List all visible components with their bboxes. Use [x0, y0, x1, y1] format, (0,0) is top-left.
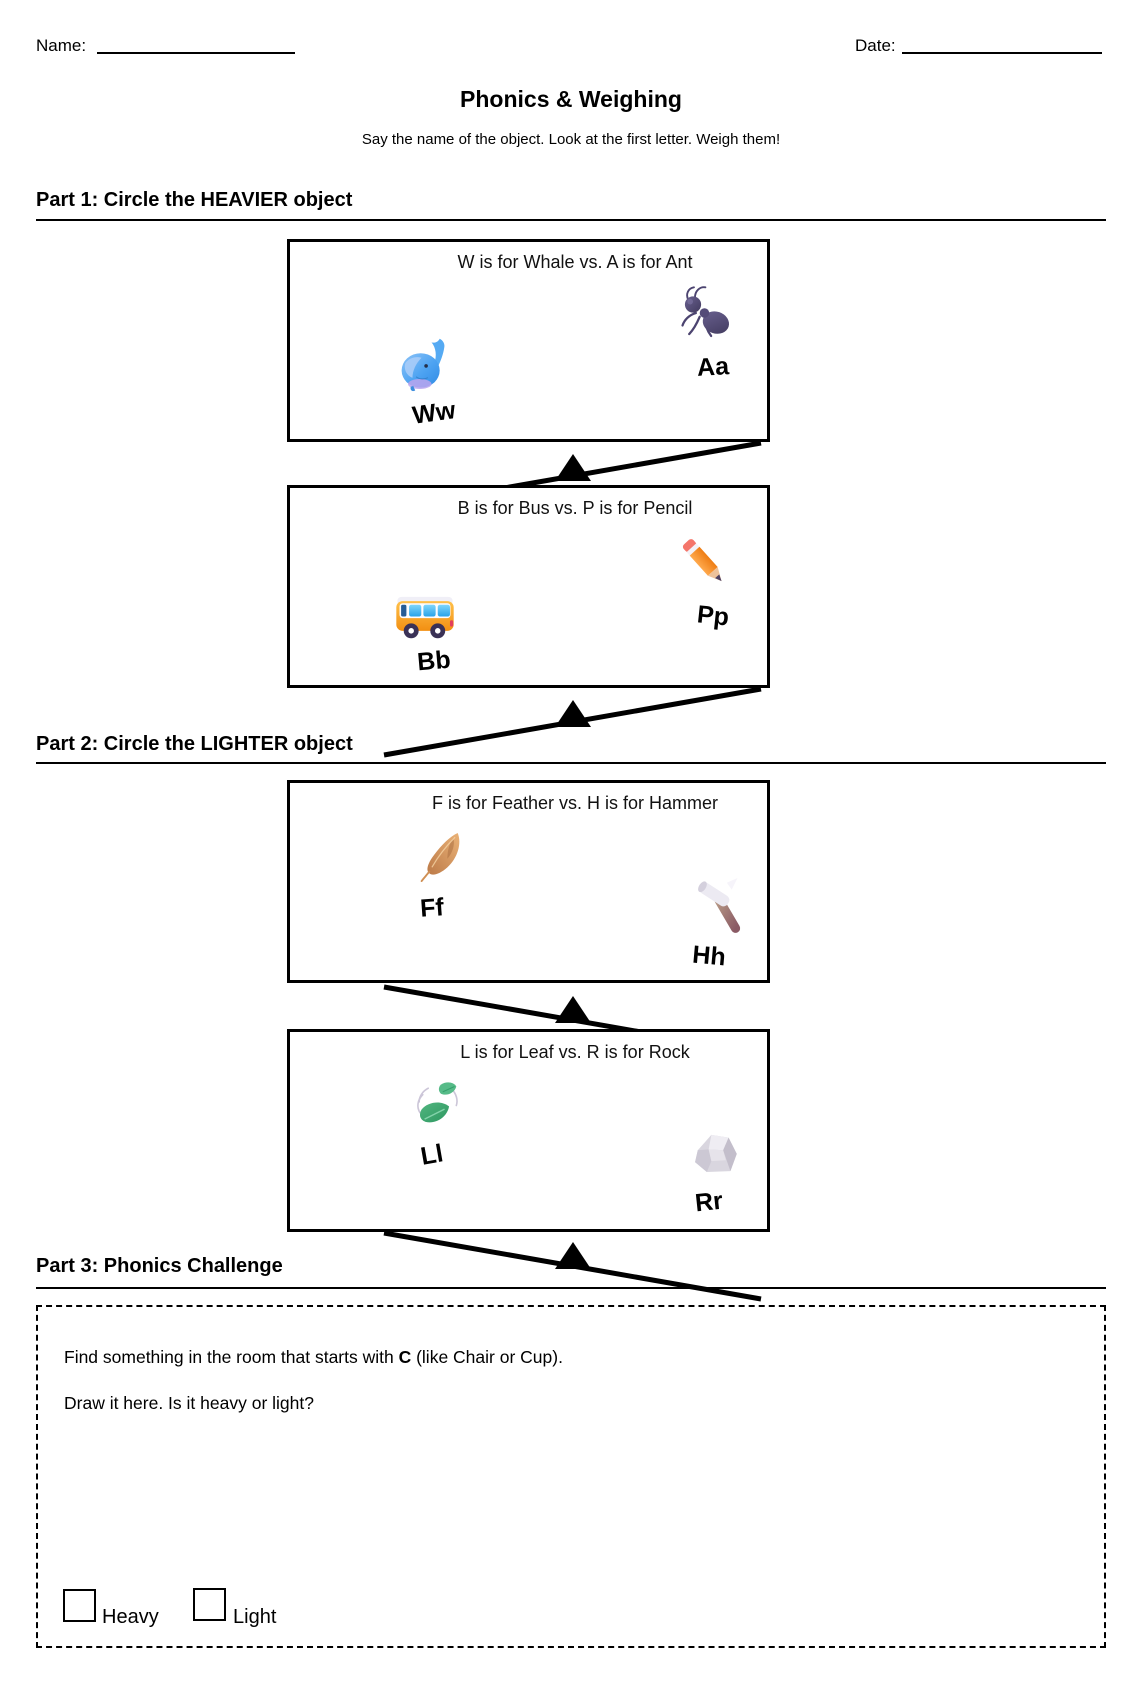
- light-checkbox-label: Light: [233, 1606, 277, 1628]
- letter-label: Bb: [416, 645, 452, 677]
- hammer-icon[interactable]: [691, 876, 753, 938]
- light-checkbox[interactable]: [193, 1588, 226, 1621]
- comparison-title: F is for Feather vs. H is for Hammer: [431, 793, 719, 813]
- comparison-title: B is for Bus vs. P is for Pencil: [457, 498, 693, 518]
- challenge-prompt-suffix: (like Chair or Cup).: [411, 1347, 563, 1367]
- date-label: Date:: [855, 36, 896, 55]
- comparison-title: L is for Leaf vs. R is for Rock: [460, 1042, 690, 1062]
- pencil-icon[interactable]: [674, 530, 734, 597]
- feather-icon[interactable]: [413, 826, 468, 888]
- leaf-icon[interactable]: [411, 1074, 469, 1137]
- challenge-prompt-prefix: Find something in the room that starts with: [64, 1347, 399, 1367]
- heavy-checkbox-label: Heavy: [102, 1606, 159, 1628]
- part3-heading: Part 3: Phonics Challenge: [36, 1255, 1106, 1289]
- letter-label: Ll: [418, 1139, 446, 1171]
- page-subtitle: Say the name of the object. Look at the first letter. Weigh them!: [361, 131, 781, 148]
- whale-icon[interactable]: [398, 334, 456, 396]
- letter-label: Ff: [419, 893, 445, 923]
- page-title: Phonics & Weighing: [460, 86, 682, 112]
- letter-label: Ww: [410, 396, 458, 430]
- comparison-box-whale-ant: [287, 239, 770, 442]
- challenge-letter: C: [398, 1347, 412, 1367]
- date-field-line: [902, 52, 1102, 54]
- challenge-prompt: [64, 1347, 563, 1368]
- comparison-box-leaf-rock: [287, 1029, 770, 1232]
- bus-icon[interactable]: [391, 591, 459, 643]
- heavy-checkbox[interactable]: [63, 1589, 96, 1622]
- name-field-line: [97, 52, 295, 54]
- letter-label: Hh: [691, 940, 727, 972]
- comparison-box-bus-pencil: [287, 485, 770, 688]
- rock-icon[interactable]: [686, 1122, 744, 1184]
- part2-heading: Part 2: Circle the LIGHTER object: [36, 733, 1106, 764]
- challenge-prompt-line2: Draw it here. Is it heavy or light?: [64, 1393, 314, 1413]
- part1-heading: Part 1: Circle the HEAVIER object: [36, 189, 1106, 221]
- comparison-box-feather-hammer: [287, 780, 770, 983]
- ant-icon[interactable]: [673, 283, 734, 345]
- drawing-area[interactable]: [36, 1305, 1106, 1648]
- letter-label: Pp: [695, 600, 731, 632]
- name-label: Name:: [36, 36, 87, 55]
- letter-label: Aa: [696, 352, 730, 382]
- letter-label: Rr: [693, 1186, 725, 1218]
- comparison-title: W is for Whale vs. A is for Ant: [457, 252, 693, 272]
